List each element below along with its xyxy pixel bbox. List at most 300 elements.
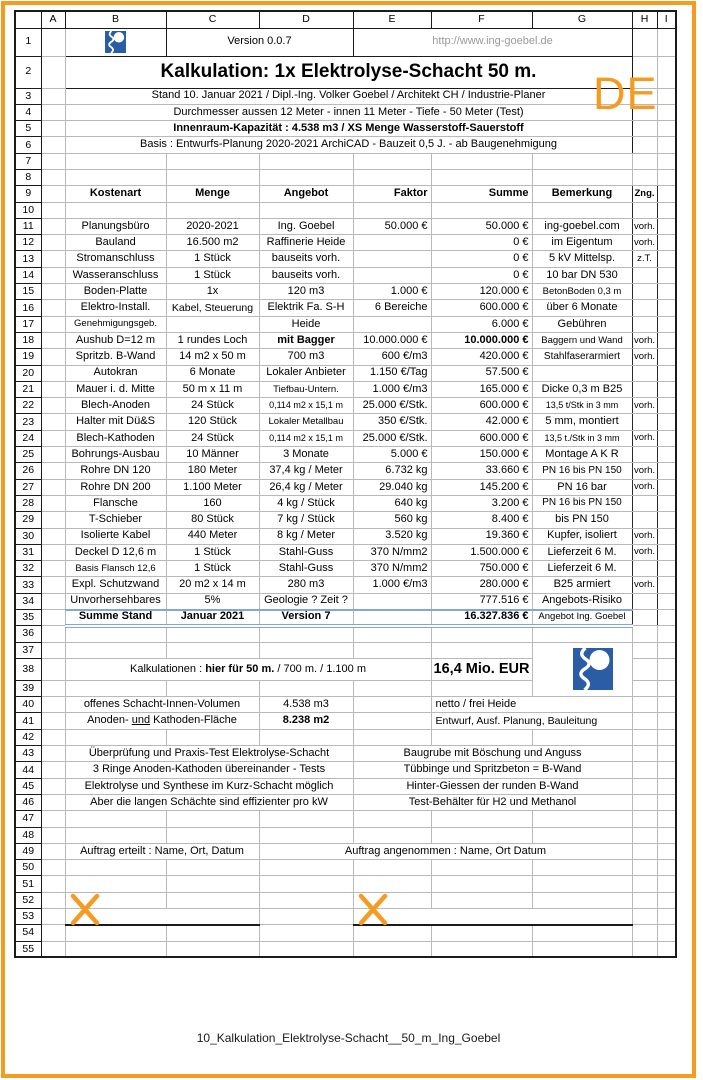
cell-I41 — [657, 713, 676, 729]
cell-H33: vorh. — [632, 577, 657, 593]
cell-D34: Geologie ? Zeit ? — [259, 593, 353, 609]
cell-A3 — [41, 88, 65, 104]
cell-B20: Autokran — [65, 365, 166, 381]
col-header-D: D — [259, 11, 353, 28]
cell-H1 — [632, 28, 657, 56]
cell-H35 — [632, 610, 657, 626]
spreadsheet — [14, 10, 677, 958]
cell-C8 — [166, 169, 259, 185]
row-header-16: 16 — [15, 300, 41, 316]
cell-D8 — [259, 169, 353, 185]
subtitle-basis: Basis : Entwurfs-Planung 2020-2021 ArchiCAD - Bauzeit 0,5 J. - ab Baugenehmigung — [65, 137, 632, 153]
cell-I40 — [657, 697, 676, 713]
cell-H45 — [632, 778, 657, 794]
row-header-19: 19 — [15, 349, 41, 365]
cell-E27: 29.040 kg — [353, 479, 431, 495]
cell-I21 — [657, 381, 676, 397]
cell-C16: Kabel, Steuerung — [166, 300, 259, 316]
row-header-45: 45 — [15, 778, 41, 794]
cell-D30: 8 kg / Meter — [259, 528, 353, 544]
row-53 — [15, 909, 676, 925]
row-18 — [15, 332, 676, 348]
col-header-E: E — [353, 11, 431, 28]
cell-G18: Baggern und Wand — [532, 332, 632, 348]
row-header-44: 44 — [15, 762, 41, 778]
cell-F11: 50.000 € — [431, 218, 532, 234]
cell-F15: 120.000 € — [431, 284, 532, 300]
cell-D31: Stahl-Guss — [259, 544, 353, 560]
row-header-4: 4 — [15, 104, 41, 120]
cell-A16 — [41, 300, 65, 316]
row-header-53: 53 — [15, 909, 41, 925]
cell-B29: T-Schieber — [65, 512, 166, 528]
row-13 — [15, 251, 676, 267]
cell-D19: 700 m3 — [259, 349, 353, 365]
cell-G25: Montage A K R — [532, 447, 632, 463]
cell-H11: vorh. — [632, 218, 657, 234]
row-5 — [15, 121, 676, 137]
row-header-2: 2 — [15, 56, 41, 88]
cell-B28: Flansche — [65, 495, 166, 511]
cell-I27 — [657, 479, 676, 495]
row-header-3: 3 — [15, 88, 41, 104]
cell-C11: 2020-2021 — [166, 218, 259, 234]
cell-G12: im Eigentum — [532, 235, 632, 251]
cell-H36 — [632, 626, 657, 642]
cell-D7 — [259, 153, 353, 169]
row-55 — [15, 941, 676, 957]
cell-H23 — [632, 414, 657, 430]
cell-H13: z.T. — [632, 251, 657, 267]
cell-C26: 180 Meter — [166, 463, 259, 479]
cell-F48 — [431, 827, 532, 843]
cell-F14: 0 € — [431, 267, 532, 283]
cell-I18 — [657, 332, 676, 348]
cell-G21: Dicke 0,3 m B25 — [532, 381, 632, 397]
row-header-33: 33 — [15, 577, 41, 593]
cell-G30: Kupfer, isoliert — [532, 528, 632, 544]
cell-I3 — [657, 88, 676, 104]
row-7 — [15, 153, 676, 169]
cell-G16: über 6 Monate — [532, 300, 632, 316]
cell-D16: Elektrik Fa. S-H — [259, 300, 353, 316]
row-20 — [15, 365, 676, 381]
cell-A52 — [41, 892, 65, 908]
cell-B21: Mauer i. d. Mitte — [65, 381, 166, 397]
cell-A28 — [41, 495, 65, 511]
cell-E41 — [353, 713, 431, 729]
cell-C25: 10 Männer — [166, 447, 259, 463]
cell-A7 — [41, 153, 65, 169]
cell-F17: 6.000 € — [431, 316, 532, 332]
cell-B10 — [65, 202, 166, 218]
cell-A49 — [41, 843, 65, 859]
row-header-8: 8 — [15, 169, 41, 185]
cell-C14: 1 Stück — [166, 267, 259, 283]
cell-D52 — [259, 892, 353, 908]
row-header-24: 24 — [15, 430, 41, 446]
cell-B47 — [65, 811, 166, 827]
cell-G55 — [532, 941, 632, 957]
col-header-I: I — [657, 11, 676, 28]
cell-H31: vorh. — [632, 544, 657, 560]
subtitle-dimensions: Durchmesser aussen 12 Meter - innen 11 Meter - Tiefe - 50 Meter (Test) — [65, 104, 632, 120]
row-19 — [15, 349, 676, 365]
cell-F29: 8.400 € — [431, 512, 532, 528]
cell-E46: Test-Behälter für H2 und Methanol — [353, 794, 632, 810]
cell-H38 — [632, 658, 657, 680]
cell-H55 — [632, 941, 657, 957]
row-35 — [15, 610, 676, 626]
cell-I48 — [657, 827, 676, 843]
row-header-17: 17 — [15, 316, 41, 332]
cell-B37 — [65, 642, 166, 658]
cell-C39 — [166, 680, 259, 696]
cell-F33: 280.000 € — [431, 577, 532, 593]
cell-B13: Stromanschluss — [65, 251, 166, 267]
row-header-22: 22 — [15, 398, 41, 414]
cell-E8 — [353, 169, 431, 185]
cell-G33: B25 armiert — [532, 577, 632, 593]
cell-I49 — [657, 843, 676, 859]
cell-B27: Rohre DN 200 — [65, 479, 166, 495]
cell-A40 — [41, 697, 65, 713]
cell-E22: 25.000 €/Stk. — [353, 398, 431, 414]
row-header-36: 36 — [15, 626, 41, 642]
cell-F13: 0 € — [431, 251, 532, 267]
row-header-35: 35 — [15, 610, 41, 626]
cell-C20: 6 Monate — [166, 365, 259, 381]
cell-D51 — [259, 876, 353, 892]
cell-G50 — [532, 860, 632, 876]
cell-C7 — [166, 153, 259, 169]
cell-D37 — [259, 642, 353, 658]
cell-C54 — [166, 925, 259, 941]
cell-I31 — [657, 544, 676, 560]
cell-G47 — [532, 811, 632, 827]
cell-I1 — [657, 28, 676, 56]
row-header-47: 47 — [15, 811, 41, 827]
cell-D55 — [259, 941, 353, 957]
cell-A9 — [41, 186, 65, 202]
cell-C35: Januar 2021 — [166, 610, 259, 626]
cell-A48 — [41, 827, 65, 843]
cell-E24: 25.000 €/Stk. — [353, 430, 431, 446]
cell-I45 — [657, 778, 676, 794]
cell-G20 — [532, 365, 632, 381]
cell-F18: 10.000.000 € — [431, 332, 532, 348]
cell-H16 — [632, 300, 657, 316]
cell-B11: Planungsbüro — [65, 218, 166, 234]
cell-H25 — [632, 447, 657, 463]
cell-I23 — [657, 414, 676, 430]
cell-G22: 13,5 t/Stk in 3 mm — [532, 398, 632, 414]
cell-G28: PN 16 bis PN 150 — [532, 495, 632, 511]
cell-C50 — [166, 860, 259, 876]
cell-C18: 1 rundes Loch — [166, 332, 259, 348]
website-url: http://www.ing-goebel.de — [353, 28, 632, 56]
column-header-row — [15, 11, 676, 28]
cell-H49 — [632, 843, 657, 859]
cell-E29: 560 kg — [353, 512, 431, 528]
total-mio-eur: 16,4 Mio. EUR — [431, 658, 532, 680]
row-header-26: 26 — [15, 463, 41, 479]
cell-C12: 16.500 m2 — [166, 235, 259, 251]
col-header-C: C — [166, 11, 259, 28]
cell-E17 — [353, 316, 431, 332]
cell-D11: Ing. Goebel — [259, 218, 353, 234]
row-47 — [15, 811, 676, 827]
cell-H21 — [632, 381, 657, 397]
col-title-kostenart: Kostenart — [65, 186, 166, 202]
cell-E36 — [353, 626, 431, 642]
cell-D42 — [259, 729, 353, 745]
cell-G52 — [532, 892, 632, 908]
cell-I9 — [657, 186, 676, 202]
language-badge: DE — [593, 68, 658, 119]
cell-G36 — [532, 626, 632, 642]
cell-F55 — [431, 941, 532, 957]
cell-I37 — [657, 642, 676, 658]
cell-B39 — [65, 680, 166, 696]
cell-E20: 1.150 €/Tag — [353, 365, 431, 381]
cell-D47 — [259, 811, 353, 827]
cell-B32: Basis Flansch 12,6 — [65, 561, 166, 577]
cell-F7 — [431, 153, 532, 169]
row-header-51: 51 — [15, 876, 41, 892]
cell-G7 — [532, 153, 632, 169]
cell-A22 — [41, 398, 65, 414]
cell-H6 — [632, 137, 657, 153]
cell-A42 — [41, 729, 65, 745]
cell-I5 — [657, 121, 676, 137]
cell-E14 — [353, 267, 431, 283]
cell-F37 — [431, 642, 532, 658]
cell-I32 — [657, 561, 676, 577]
row-30 — [15, 528, 676, 544]
row-header-28: 28 — [15, 495, 41, 511]
cell-B16: Elektro-Install. — [65, 300, 166, 316]
row-header-55: 55 — [15, 941, 41, 957]
cell-G32: Lieferzeit 6 M. — [532, 561, 632, 577]
cell-E11: 50.000 € — [353, 218, 431, 234]
cell-E7 — [353, 153, 431, 169]
cell-C42 — [166, 729, 259, 745]
row-9 — [15, 186, 676, 202]
cell-A43 — [41, 746, 65, 762]
cell-C28: 160 — [166, 495, 259, 511]
cell-B44: 3 Ringe Anoden-Kathoden übereinander - Tests — [65, 762, 353, 778]
row-header-41: 41 — [15, 713, 41, 729]
cell-H46 — [632, 794, 657, 810]
cell-C47 — [166, 811, 259, 827]
cell-H53 — [632, 909, 657, 925]
cell-A8 — [41, 169, 65, 185]
cell-A24 — [41, 430, 65, 446]
cell-A17 — [41, 316, 65, 332]
subtitle-author: Stand 10. Januar 2021 / Dipl.-Ing. Volker Goebel / Architekt CH / Industrie-Planer — [65, 88, 632, 104]
row-header-32: 32 — [15, 561, 41, 577]
row-24 — [15, 430, 676, 446]
cell-E26: 6.732 kg — [353, 463, 431, 479]
cell-B51 — [65, 876, 166, 892]
cell-B43: Überprüfung und Praxis-Test Elektrolyse-Schacht — [65, 746, 353, 762]
cell-D14: bauseits vorh. — [259, 267, 353, 283]
cell-I29 — [657, 512, 676, 528]
row-header-14: 14 — [15, 267, 41, 283]
cell-E45: Hinter-Giessen der runden B-Wand — [353, 778, 632, 794]
cell-A12 — [41, 235, 65, 251]
cell-I35 — [657, 610, 676, 626]
cell-A35 — [41, 610, 65, 626]
cell-D36 — [259, 626, 353, 642]
cell-A51 — [41, 876, 65, 892]
cell-D15: 120 m3 — [259, 284, 353, 300]
cell-E54 — [353, 925, 431, 941]
row-3 — [15, 88, 676, 104]
cell-H24: vorh. — [632, 430, 657, 446]
cell-C17 — [166, 316, 259, 332]
cell-A46 — [41, 794, 65, 810]
cell-H27: vorh. — [632, 479, 657, 495]
cell-A10 — [41, 202, 65, 218]
cell-E31: 370 N/mm2 — [353, 544, 431, 560]
col-header-B: B — [65, 11, 166, 28]
cell-D12: Raffinerie Heide — [259, 235, 353, 251]
cell-D48 — [259, 827, 353, 843]
cell-F27: 145.200 € — [431, 479, 532, 495]
cell-I51 — [657, 876, 676, 892]
cell-F41: Entwurf, Ausf. Planung, Bauleitung — [431, 713, 632, 729]
cell-F8 — [431, 169, 532, 185]
row-43 — [15, 746, 676, 762]
cell-F52 — [431, 892, 532, 908]
row-header-43: 43 — [15, 746, 41, 762]
cell-F36 — [431, 626, 532, 642]
row-16 — [15, 300, 676, 316]
row-27 — [15, 479, 676, 495]
cell-F22: 600.000 € — [431, 398, 532, 414]
cell-F12: 0 € — [431, 235, 532, 251]
cell-D41: 8.238 m2 — [259, 713, 353, 729]
cell-H32 — [632, 561, 657, 577]
cell-E35 — [353, 610, 431, 626]
cell-F21: 165.000 € — [431, 381, 532, 397]
total-row-label: Summe Stand — [65, 610, 166, 626]
cell-G48 — [532, 827, 632, 843]
cell-D53 — [259, 909, 353, 925]
cell-B40: offenes Schacht-Innen-Volumen — [65, 697, 259, 713]
cell-H51 — [632, 876, 657, 892]
cell-H34 — [632, 593, 657, 609]
cell-A36 — [41, 626, 65, 642]
cell-G13: 5 kV Mittelsp. — [532, 251, 632, 267]
cell-D17: Heide — [259, 316, 353, 332]
row-29 — [15, 512, 676, 528]
cell-D18: mit Bagger — [259, 332, 353, 348]
row-14 — [15, 267, 676, 283]
row-header-9: 9 — [15, 186, 41, 202]
cell-C52 — [166, 892, 259, 908]
cell-F54 — [431, 925, 532, 941]
cell-B7 — [65, 153, 166, 169]
row-header-5: 5 — [15, 121, 41, 137]
cell-D26: 37,4 kg / Meter — [259, 463, 353, 479]
cell-F31: 1.500.000 € — [431, 544, 532, 560]
cell-E18: 10.000.000 € — [353, 332, 431, 348]
row-49 — [15, 843, 676, 859]
cell-E50 — [353, 860, 431, 876]
cell-B55 — [65, 941, 166, 957]
cell-I16 — [657, 300, 676, 316]
cell-A23 — [41, 414, 65, 430]
cell-A53 — [41, 909, 65, 925]
cell-A29 — [41, 512, 65, 528]
cell-B36 — [65, 626, 166, 642]
cell-D35: Version 7 — [259, 610, 353, 626]
cell-H43 — [632, 746, 657, 762]
cell-I53 — [657, 909, 676, 925]
cell-C51 — [166, 876, 259, 892]
cell-I25 — [657, 447, 676, 463]
cell-F28: 3.200 € — [431, 495, 532, 511]
cell-B42 — [65, 729, 166, 745]
cell-E44: Tübbinge und Spritzbeton = B-Wand — [353, 762, 632, 778]
cell-A26 — [41, 463, 65, 479]
cell-F30: 19.360 € — [431, 528, 532, 544]
cell-A38 — [41, 658, 65, 680]
cell-E47 — [353, 811, 431, 827]
cell-I15 — [657, 284, 676, 300]
cell-A32 — [41, 561, 65, 577]
company-logo-icon — [65, 28, 166, 56]
row-28 — [15, 495, 676, 511]
cell-E37 — [353, 642, 431, 658]
cell-H39 — [632, 680, 657, 696]
cell-A50 — [41, 860, 65, 876]
cell-I36 — [657, 626, 676, 642]
cell-G14: 10 bar DN 530 — [532, 267, 632, 283]
cell-C24: 24 Stück — [166, 430, 259, 446]
cell-E19: 600 €/m3 — [353, 349, 431, 365]
cell-G17: Gebühren — [532, 316, 632, 332]
cell-C15: 1x — [166, 284, 259, 300]
cell-G15: BetonBoden 0,3 m — [532, 284, 632, 300]
cell-G51 — [532, 876, 632, 892]
cell-C30: 440 Meter — [166, 528, 259, 544]
cell-I47 — [657, 811, 676, 827]
cell-I7 — [657, 153, 676, 169]
cell-F34: 777.516 € — [431, 593, 532, 609]
cell-A4 — [41, 104, 65, 120]
cell-E51 — [353, 876, 431, 892]
cell-B50 — [65, 860, 166, 876]
cell-D33: 280 m3 — [259, 577, 353, 593]
cell-F25: 150.000 € — [431, 447, 532, 463]
cell-H30: vorh. — [632, 528, 657, 544]
row-header-21: 21 — [15, 381, 41, 397]
cell-E48 — [353, 827, 431, 843]
cell-D39 — [259, 680, 353, 696]
row-4 — [15, 104, 676, 120]
cell-C55 — [166, 941, 259, 957]
cell-I13 — [657, 251, 676, 267]
cell-A19 — [41, 349, 65, 365]
col-title-summe: Summe — [431, 186, 532, 202]
cell-B14: Wasseranschluss — [65, 267, 166, 283]
signature-right-label: Auftrag angenommen : Name, Ort Datum — [259, 843, 632, 859]
cell-F26: 33.660 € — [431, 463, 532, 479]
